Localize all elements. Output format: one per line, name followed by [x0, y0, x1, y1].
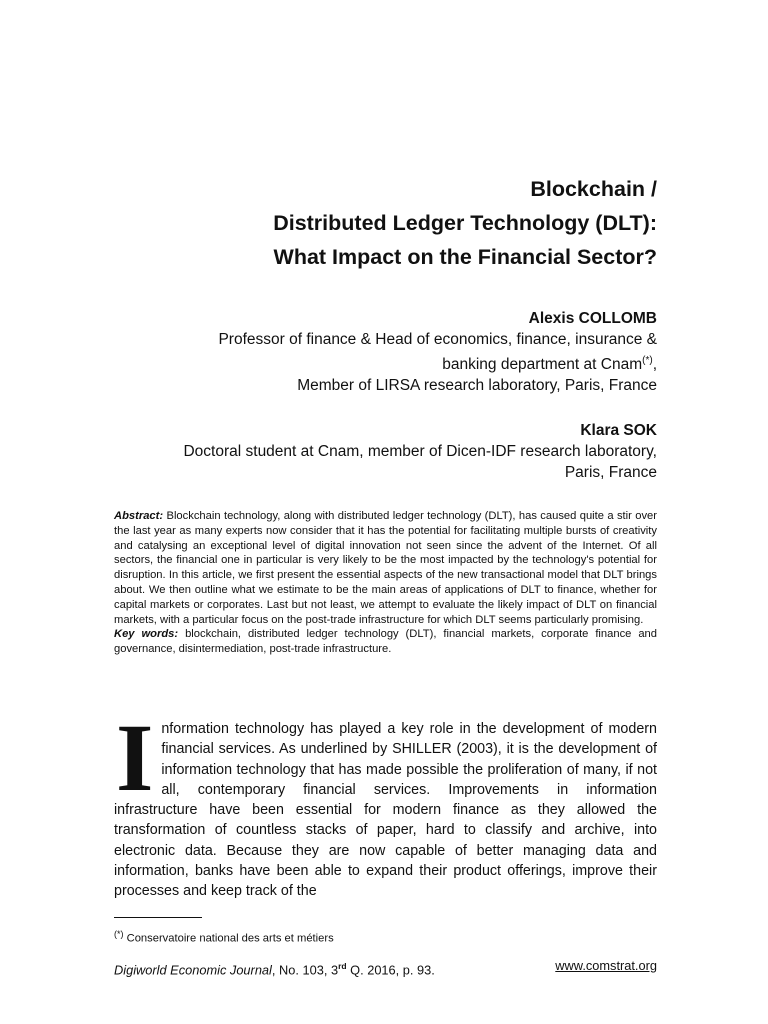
journal-name: Digiworld Economic Journal [114, 962, 272, 978]
author-name: Klara SOK [580, 422, 657, 439]
affiliation-punct: , [652, 356, 657, 374]
abstract-text: Blockchain technology, along with distributed ledger technology (DLT), has caused quite a stir over the last year as many experts now consider that it has the potential for facilitating multiple bursts of creativity and catalysing an exceptional level of digital innovation not seen since the advent of the Internet. Of all sectors, the financial one in particular is very likely to be the most impacted by the technology's potential for disruption. In this article, we first present the essential aspects of the new transactional model that DLT brings about. We then outline what we estimate to be the main areas of applications of DLT to finance, whether for capital markets or corporates. Last but not least, we attempt to evaluate the likely impact of DLT on financial markets, with a particular focus on the post-trade infrastructure for which DLT seems particularly promising. [114, 510, 657, 626]
website-link[interactable]: www.comstrat.org [555, 958, 657, 973]
keywords-label: Key words: [114, 628, 179, 641]
affiliation-text: banking department at Cnam [442, 356, 643, 374]
drop-cap: I [116, 704, 154, 811]
body-paragraph [114, 704, 657, 902]
abstract-paragraph [114, 509, 657, 627]
footnote-marker: (*) [114, 929, 124, 939]
author-block-sok [100, 420, 657, 483]
author-affiliation: Member of LIRSA research laboratory, Paris, France [297, 377, 657, 395]
article-title [100, 172, 657, 274]
author-affiliation: Professor of finance & Head of economics, finance, insurance & [218, 331, 657, 348]
citation [114, 957, 435, 979]
body-text: nformation technology has played a key role in the development of modern financial services. As underlined by SHILLER (2003), it is the development of information technology that has made possible the proliferation of many, if not all, contemporary financial services. Improvements in information infrastructure have been essential for modern finance as they allowed the transformation of countless stacks of paper, hard to classify and archive, into electronic data. Because they are now capable of better managing data and information, banks have been able to expand their product offerings, improve their processes and keep track of the [114, 721, 657, 900]
abstract-label: Abstract: [114, 510, 164, 522]
keywords-paragraph [114, 627, 657, 657]
quarter-text: Q. 2016, [346, 962, 403, 978]
author-name: Alexis COLLOMB [528, 310, 657, 327]
author-affiliation: Paris, France [564, 464, 657, 481]
author-affiliation: Doctoral student at Cnam, member of Dicen-IDF research laboratory, [183, 443, 657, 460]
title-line-2: Distributed Ledger Technology (DLT): [273, 211, 657, 235]
title-line-3: What Impact on the Financial Sector? [273, 245, 657, 269]
title-line-1: Blockchain / [530, 177, 657, 201]
abstract-section [114, 509, 657, 657]
keywords-text: blockchain, distributed ledger technology (DLT), financial markets, corporate finance and governance, disintermediation, post-trade infrastructure. [114, 628, 657, 656]
body-section [114, 704, 657, 902]
footnote-divider [114, 917, 202, 918]
footnote [114, 927, 334, 947]
issue-text: , No. 103, 3 [271, 962, 339, 978]
footnote-marker: (*) [642, 355, 653, 366]
author-block-collomb [100, 308, 657, 396]
footnote-text: Conservatoire national des arts et métiers [126, 932, 334, 945]
page-number: p. 93. [402, 962, 435, 978]
author-affiliation [100, 350, 657, 375]
ordinal-suffix: rd [338, 961, 347, 971]
